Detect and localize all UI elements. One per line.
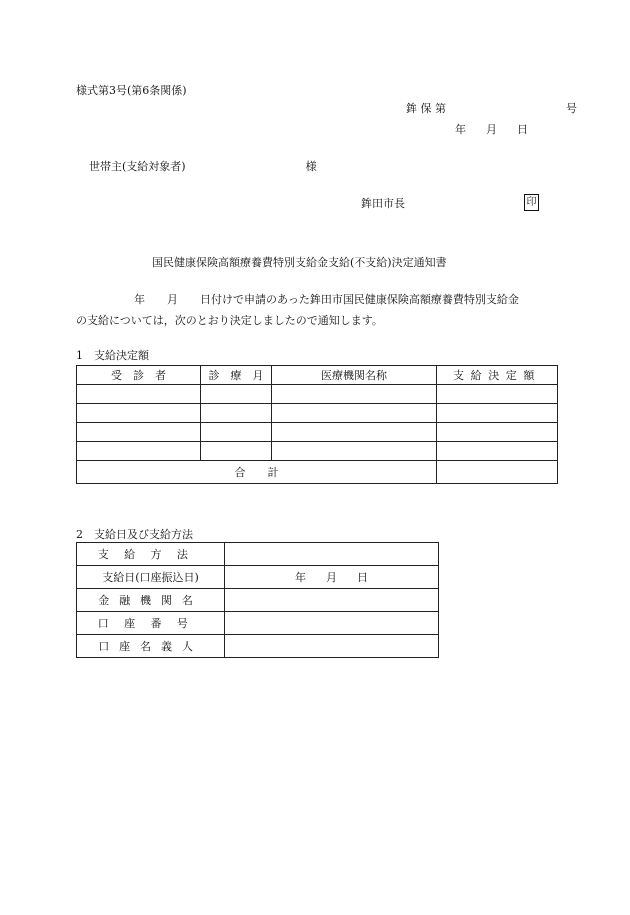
recipient-honorific: 様 [305,160,317,173]
label-payment-date: 支給日(口座振込日) [77,566,225,589]
cell-institution[interactable] [272,385,437,404]
value-bank-name[interactable] [225,589,439,612]
cell-treatment-month[interactable] [201,404,272,423]
cell-patient[interactable] [77,385,201,404]
body-month: 月 [167,293,178,306]
form-code: 様式第3号(第6条関係) [76,84,187,97]
label-payment-method: 支給方法 [77,543,225,566]
payment-amount-table [76,365,558,484]
section2-number: 2 [76,528,83,541]
cell-institution[interactable] [272,442,437,461]
cell-patient[interactable] [77,442,201,461]
body-line1-rest: 日付けで申請のあった鉾田市国民健康保険高額療養費特別支給金 [200,293,519,306]
document-title: 国民健康保険高額療養費特別支給金支給(不支給)決定通知書 [152,256,447,269]
seal-mark: 印 [524,194,539,211]
payment-method-table [76,542,439,658]
col-header-patient: 受 診 者 [77,366,201,385]
value-account-number[interactable] [225,612,439,635]
date-month: 月 [486,123,497,136]
document-date [455,124,528,135]
label-bank-name: 金融機関名 [77,589,225,612]
table-row [77,543,439,566]
section1-number: 1 [76,349,83,362]
table-row [77,612,439,635]
total-label: 合 計 [77,461,437,484]
cell-treatment-month[interactable] [201,385,272,404]
document-number-suffix: 号 [566,102,577,115]
cell-institution[interactable] [272,404,437,423]
table-row [77,404,558,423]
payment-date-month: 月 [326,570,337,584]
document-number [406,103,577,114]
body-text-line1 [134,294,519,305]
col-header-treatment-month: 診 療 月 [201,366,272,385]
cell-patient[interactable] [77,404,201,423]
table-row [77,423,558,442]
label-account-number: 口座番号 [77,612,225,635]
section1-heading [76,350,149,361]
table-row [77,385,558,404]
col-header-institution: 医療機関名称 [272,366,437,385]
section2-heading [76,529,193,540]
label-account-holder: 口座名義人 [77,635,225,658]
col-header-amount: 支給決定額 [437,366,558,385]
issuer-name: 鉾田市長 [361,197,405,210]
body-year: 年 [134,293,145,306]
cell-treatment-month[interactable] [201,442,272,461]
value-payment-method[interactable] [225,543,439,566]
table-header-row [77,366,558,385]
table-total-row [77,461,558,484]
cell-amount[interactable] [437,385,558,404]
table-row [77,442,558,461]
document-number-prefix: 鉾 保 第 [406,102,446,115]
payment-date-year: 年 [295,570,306,584]
total-amount[interactable] [437,461,558,484]
cell-institution[interactable] [272,423,437,442]
cell-amount[interactable] [437,404,558,423]
body-text-line2: の支給については，次のとおり決定しましたので通知します。 [76,314,383,327]
cell-patient[interactable] [77,423,201,442]
table-row [77,635,439,658]
recipient-line [89,161,317,172]
recipient-label: 世帯主(支給対象者) [89,160,186,173]
cell-treatment-month[interactable] [201,423,272,442]
table-row [77,589,439,612]
value-payment-date[interactable] [225,566,439,589]
payment-date-day: 日 [357,570,368,584]
value-account-holder[interactable] [225,635,439,658]
section2-title: 支給日及び支給方法 [94,528,193,541]
date-year: 年 [455,123,466,136]
section1-title: 支給決定額 [94,349,149,362]
cell-amount[interactable] [437,442,558,461]
table-row [77,566,439,589]
date-day: 日 [517,123,528,136]
cell-amount[interactable] [437,423,558,442]
